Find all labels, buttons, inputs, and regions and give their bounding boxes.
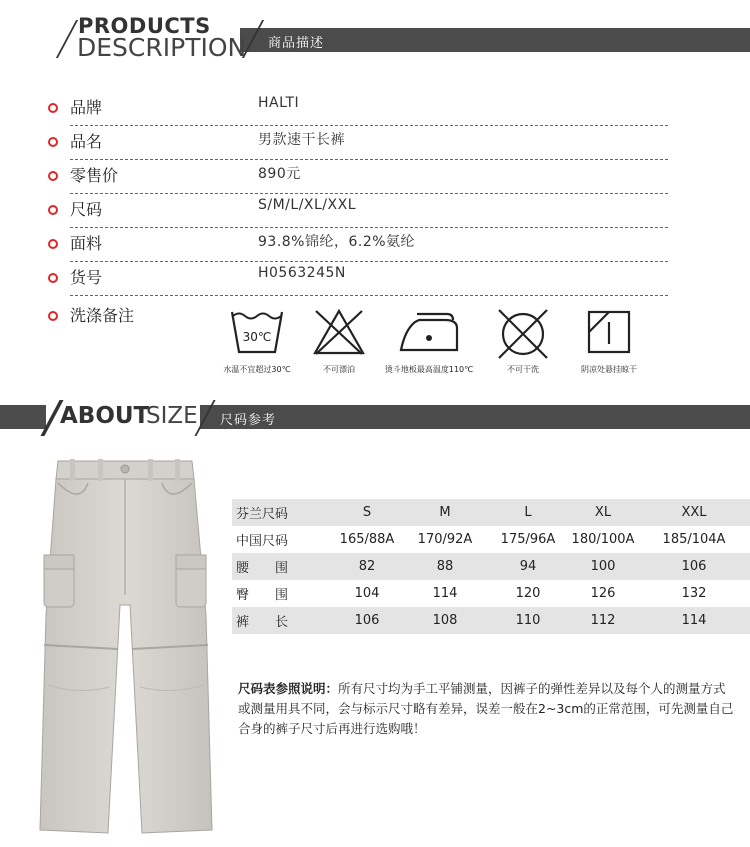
table-cell: 臀 围 (236, 588, 289, 603)
table-cell: 腰 围 (236, 561, 289, 576)
no-dryclean-icon (495, 308, 551, 360)
wash-temp-text: 30℃ (242, 330, 272, 344)
table-cell: 106 (354, 613, 380, 628)
header-title-thin: SIZE (146, 403, 198, 429)
bullet-icon (48, 205, 58, 215)
info-row-name (48, 126, 668, 160)
table-cell: XXL (681, 505, 707, 520)
header-title-bold: PRODUCTS (78, 14, 211, 38)
info-value: H0563245N (258, 265, 346, 281)
info-label: 零售价 (70, 166, 119, 185)
table-cell: 120 (515, 586, 541, 601)
table-cell: S (362, 505, 372, 520)
info-value: S/M/L/XL/XXL (258, 197, 357, 213)
table-row (232, 607, 750, 634)
table-cell: 132 (681, 586, 707, 601)
table-cell: 104 (354, 586, 380, 601)
header-title-bold: ABOUT (60, 403, 150, 429)
info-label: 货号 (70, 268, 103, 287)
table-cell: 170/92A (417, 532, 473, 547)
table-cell: M (439, 505, 451, 520)
size-table (232, 499, 750, 634)
wash-tub-icon (229, 308, 285, 356)
bullet-icon (48, 137, 58, 147)
header-title-cn: 尺码参考 (220, 413, 277, 428)
table-cell: 185/104A (662, 532, 726, 547)
table-cell: 裤 长 (236, 615, 289, 630)
care-iron (384, 308, 474, 375)
table-cell: 112 (590, 613, 616, 628)
size-note-label: 尺码表参照说明： (238, 681, 339, 696)
table-cell: 106 (681, 559, 707, 574)
bullet-icon (48, 239, 58, 249)
info-value: 男款速干长裤 (258, 132, 345, 148)
table-row (232, 580, 750, 607)
table-cell: 180/100A (571, 532, 635, 547)
table-cell: L (524, 505, 532, 520)
table-cell: 芬兰尺码 (236, 507, 289, 522)
care-no-bleach (294, 308, 384, 375)
iron-icon (397, 308, 461, 356)
info-row-fabric (48, 228, 668, 262)
bullet-icon (48, 171, 58, 181)
info-label: 品牌 (70, 98, 103, 117)
info-label: 洗涤备注 (70, 306, 135, 325)
table-cell: 126 (590, 586, 616, 601)
info-row-size (48, 194, 668, 228)
care-caption: 阴凉处悬挂晾干 (581, 365, 637, 374)
info-value: HALTI (258, 95, 300, 111)
size-note (238, 679, 738, 739)
care-caption: 不可干洗 (507, 365, 539, 374)
pants-image (30, 455, 220, 840)
header-title-cn: 商品描述 (268, 36, 325, 51)
table-cell: 114 (432, 586, 458, 601)
header-title-thin: DESCRIPTION (77, 33, 247, 62)
table-cell: 175/96A (500, 532, 556, 547)
care-no-dryclean (478, 308, 568, 375)
info-label: 品名 (70, 132, 103, 151)
care-line-dry-shade (564, 308, 654, 375)
bullet-icon (48, 103, 58, 113)
care-wash-30 (212, 308, 302, 375)
care-caption: 不可漂泊 (323, 365, 355, 374)
info-row-sku (48, 262, 668, 296)
table-row (232, 526, 750, 553)
info-label: 面料 (70, 234, 103, 253)
bullet-icon (48, 273, 58, 283)
info-row-brand (48, 92, 668, 126)
no-bleach-icon (311, 308, 367, 356)
info-row-price (48, 160, 668, 194)
table-cell: 110 (515, 613, 541, 628)
care-caption: 水温不宜超过30℃ (223, 365, 291, 374)
table-cell: 82 (358, 559, 376, 574)
care-caption: 烫斗地板最高温度110℃ (384, 365, 474, 374)
table-cell: 165/88A (339, 532, 395, 547)
line-dry-shade-icon (581, 308, 637, 356)
info-value: 890元 (258, 166, 301, 182)
bullet-icon (48, 311, 58, 321)
divider (70, 295, 668, 296)
info-value: 93.8%锦纶，6.2%氨纶 (258, 234, 416, 250)
table-cell: 114 (681, 613, 707, 628)
table-cell: 88 (436, 559, 454, 574)
table-cell: 108 (432, 613, 458, 628)
info-label: 尺码 (70, 200, 103, 219)
table-cell: 中国尺码 (236, 534, 289, 549)
table-header-row (232, 499, 750, 526)
table-cell: 100 (590, 559, 616, 574)
table-row (232, 553, 750, 580)
table-cell: 94 (519, 559, 537, 574)
table-cell: XL (594, 505, 612, 520)
size-note-text: 所有尺寸均为手工平铺测量，因裤子的弹性差异以及每个人的测量方式或测量用具不同，会与标示尺寸略有差异，误差一般在2~3cm的正常范围，可先测量自己合身的裤子尺寸后再进行选购哦！ (238, 681, 734, 736)
